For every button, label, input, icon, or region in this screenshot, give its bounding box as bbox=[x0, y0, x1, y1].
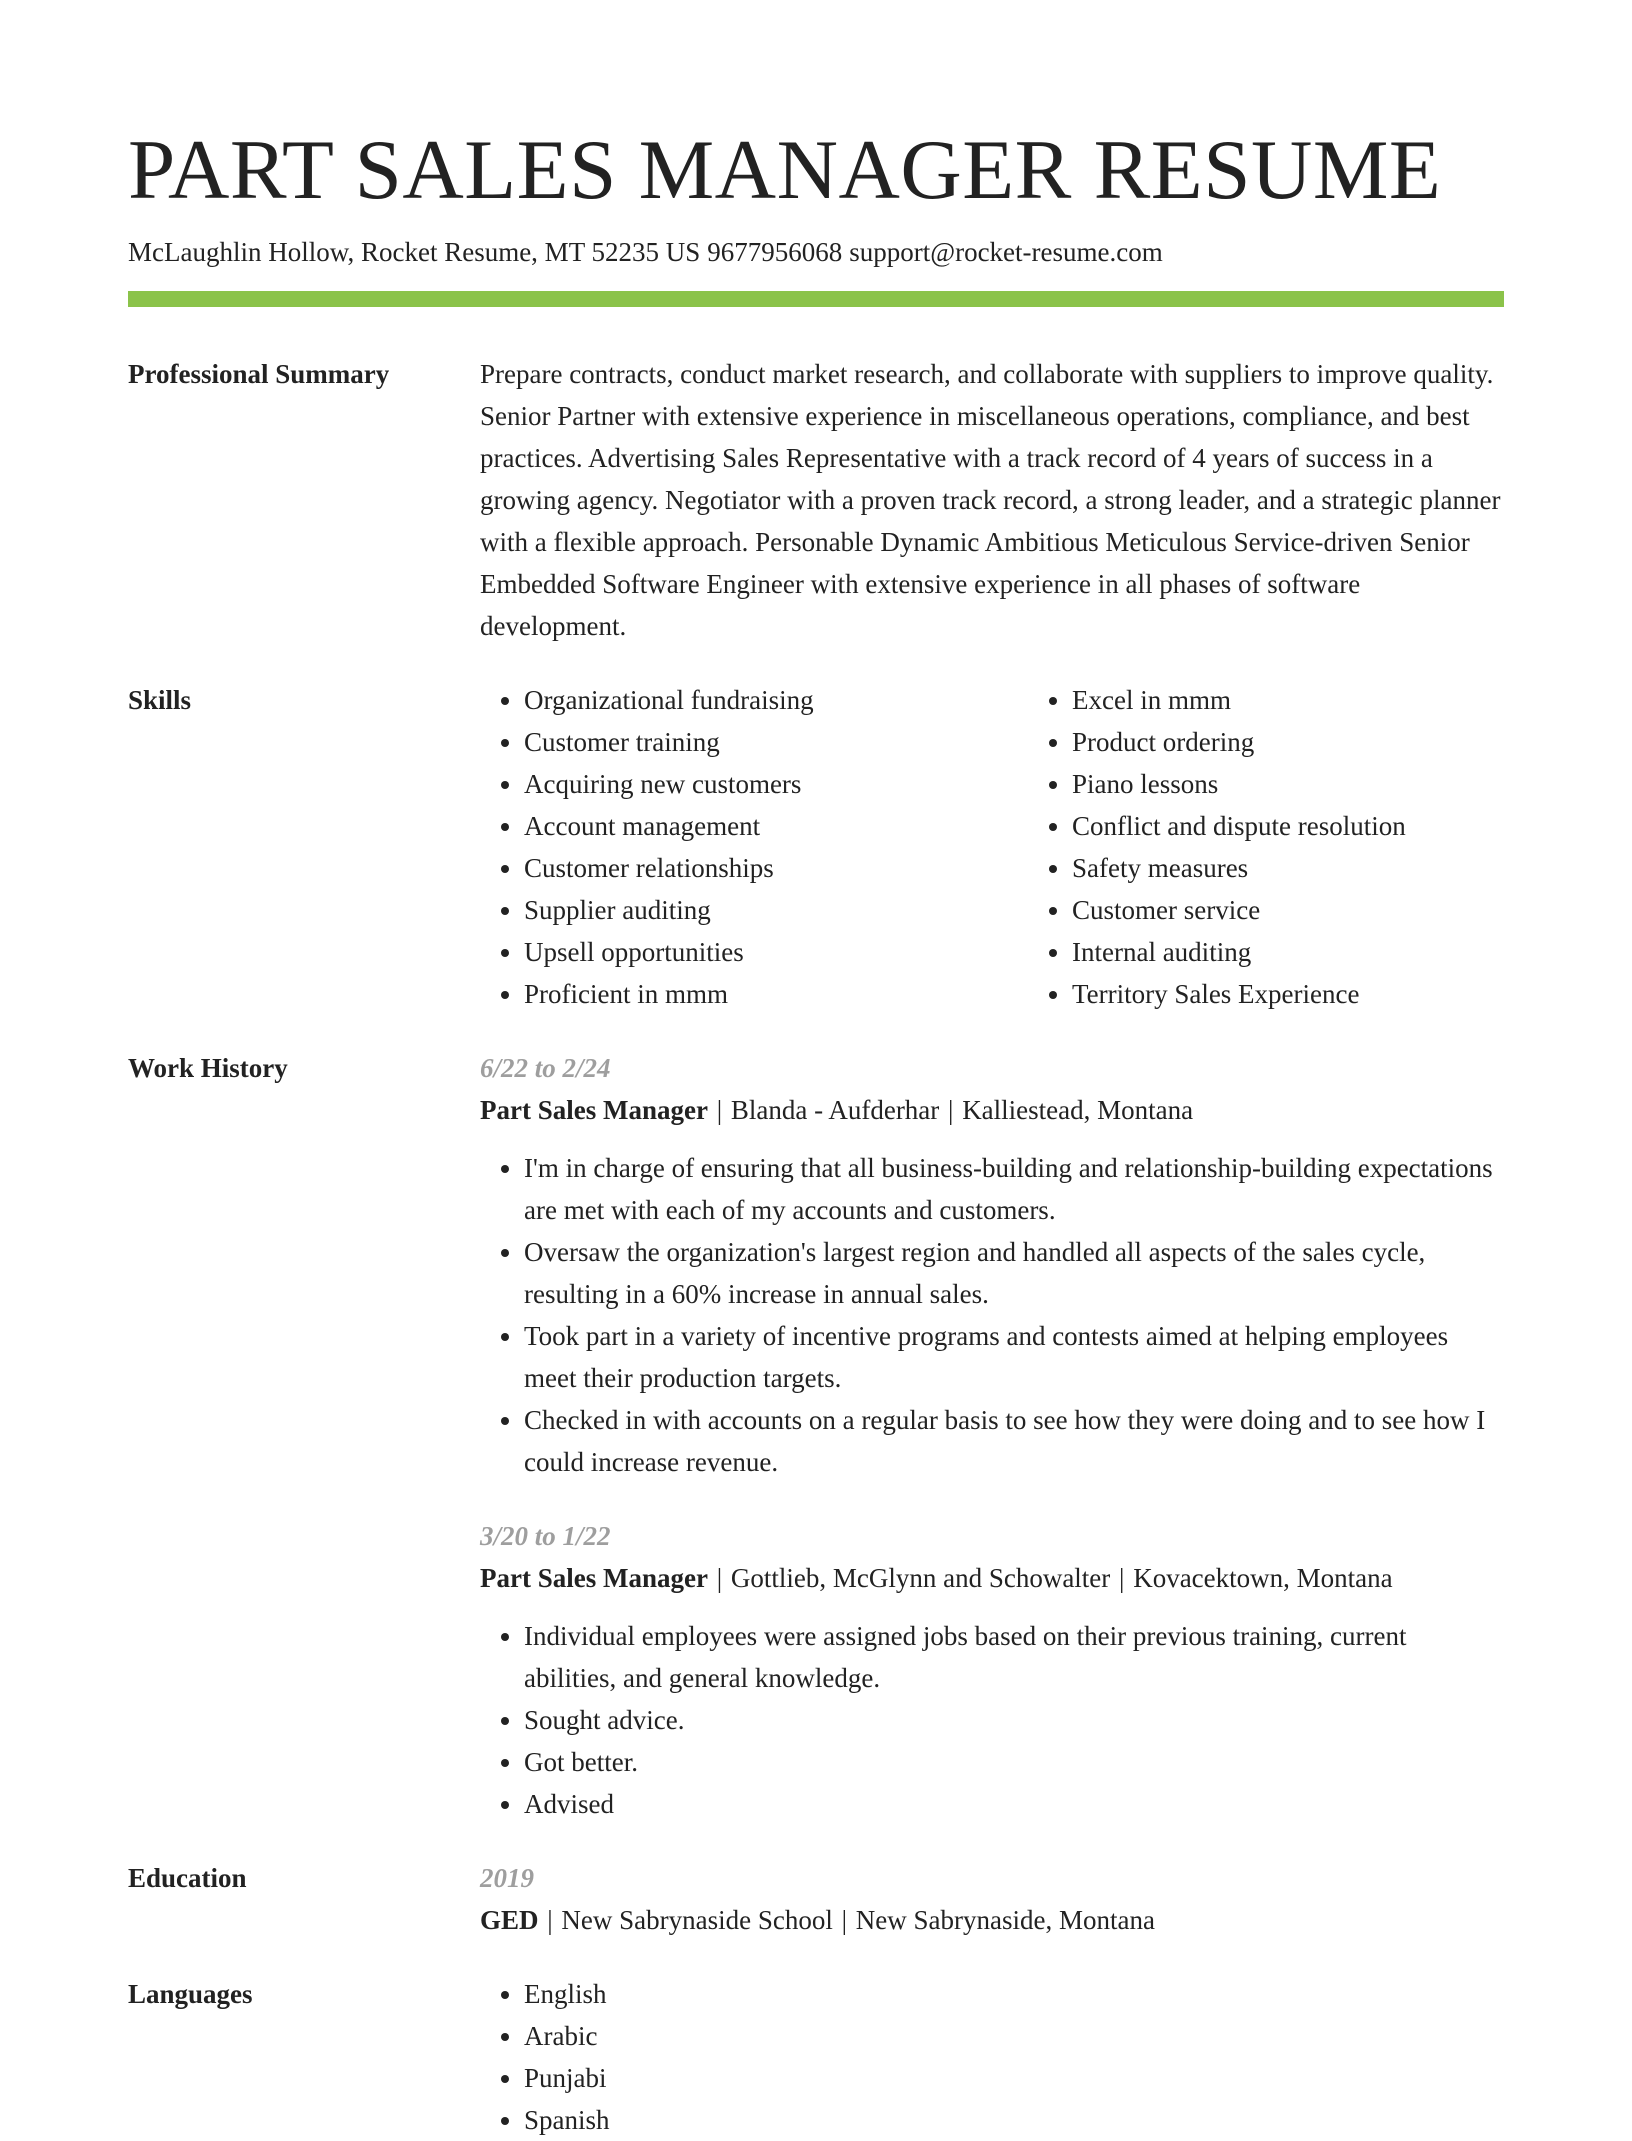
skill-item: • Internal auditing bbox=[1072, 931, 1576, 973]
resume-page bbox=[128, 0, 1504, 2141]
skill-item: • Organizational fundraising bbox=[524, 679, 1028, 721]
skill-item: • Excel in mmm bbox=[1072, 679, 1576, 721]
job-bullet: • Advised bbox=[524, 1783, 1504, 1825]
job-entry bbox=[480, 1047, 1504, 1483]
job-bullet: • Sought advice. bbox=[524, 1699, 1504, 1741]
job-dates: 3/20 to 1/22 bbox=[480, 1521, 611, 1551]
job-bullet: • Checked in with accounts on a regular basis to see how they were doing and to see how I could increase revenue. bbox=[524, 1399, 1504, 1483]
skill-item: • Upsell opportunities bbox=[524, 931, 1028, 973]
contact-address: McLaughlin Hollow, Rocket Resume, MT 52235 US bbox=[128, 237, 701, 267]
summary-text: Prepare contracts, conduct market research, and collaborate with suppliers to improve quality. Senior Partner with extensive experience in miscellaneous operations, compliance, and best practices. Advertising Sales Representative with a track record of 4 years of success in a growing agency. Negotiator with a proven track record, a strong leader, and a strategic planner with a flexible approach. Personable Dynamic Ambitious Meticulous Service-driven Senior Embedded Software Engineer with extensive experience in all phases of software development. bbox=[480, 359, 1501, 641]
education-section bbox=[128, 1857, 1504, 1941]
skills-section bbox=[128, 679, 1504, 1015]
skill-item: • Acquiring new customers bbox=[524, 763, 1028, 805]
job-heading bbox=[480, 1089, 1504, 1131]
job-bullet: • Took part in a variety of incentive programs and contests aimed at helping employees meet their production targets. bbox=[524, 1315, 1504, 1399]
summary-label: Professional Summary bbox=[128, 359, 390, 389]
header-divider bbox=[128, 291, 1504, 307]
separator: | bbox=[547, 1905, 553, 1935]
skill-item: • Supplier auditing bbox=[524, 889, 1028, 931]
education-degree: GED bbox=[480, 1905, 539, 1935]
skill-item: • Customer service bbox=[1072, 889, 1576, 931]
work-history-section bbox=[128, 1047, 1504, 1825]
skills-columns bbox=[480, 679, 1576, 1015]
resume-title: PART SALES MANAGER RESUME bbox=[128, 123, 1442, 217]
education-label: Education bbox=[128, 1863, 247, 1893]
skill-item: • Product ordering bbox=[1072, 721, 1576, 763]
job-company: Gottlieb, McGlynn and Schowalter bbox=[730, 1563, 1111, 1593]
education-location: New Sabrynaside, Montana bbox=[855, 1905, 1155, 1935]
skill-item: • Customer relationships bbox=[524, 847, 1028, 889]
language-item: • Arabic bbox=[524, 2015, 1504, 2057]
job-bullet: • I'm in charge of ensuring that all business-building and relationship-building expectations are met with each of my accounts and customers. bbox=[524, 1147, 1504, 1231]
separator: | bbox=[841, 1905, 848, 1935]
separator: | bbox=[716, 1563, 723, 1593]
job-title: Part Sales Manager bbox=[480, 1563, 708, 1593]
skill-item: • Customer training bbox=[524, 721, 1028, 763]
separator: | bbox=[1119, 1563, 1125, 1593]
job-heading bbox=[480, 1557, 1504, 1599]
language-item: • Spanish bbox=[524, 2099, 1504, 2141]
summary-section bbox=[128, 353, 1504, 647]
education-heading bbox=[480, 1899, 1504, 1941]
skills-list-left bbox=[480, 679, 1028, 1015]
education-year: 2019 bbox=[480, 1863, 534, 1893]
language-item: • English bbox=[524, 1973, 1504, 2015]
separator: | bbox=[948, 1095, 954, 1125]
job-title: Part Sales Manager bbox=[480, 1095, 708, 1125]
job-entry bbox=[480, 1515, 1504, 1825]
skill-item: • Safety measures bbox=[1072, 847, 1576, 889]
job-company: Blanda - Aufderhar bbox=[730, 1095, 940, 1125]
education-school: New Sabrynaside School bbox=[561, 1905, 833, 1935]
job-location: Kalliestead, Montana bbox=[962, 1095, 1194, 1125]
skill-item: • Territory Sales Experience bbox=[1072, 973, 1576, 1015]
languages-list bbox=[480, 1973, 1504, 2141]
work-history-label: Work History bbox=[128, 1053, 288, 1083]
job-location: Kovacektown, Montana bbox=[1133, 1563, 1393, 1593]
skills-list-right bbox=[1028, 679, 1576, 1015]
separator: | bbox=[716, 1095, 723, 1125]
job-bullet: • Got better. bbox=[524, 1741, 1504, 1783]
job-bullet: • Individual employees were assigned jobs based on their previous training, current abilities, and general knowledge. bbox=[524, 1615, 1504, 1699]
languages-label: Languages bbox=[128, 1979, 253, 2009]
skill-item: • Proficient in mmm bbox=[524, 973, 1028, 1015]
skill-item: • Account management bbox=[524, 805, 1028, 847]
job-bullets bbox=[480, 1147, 1504, 1483]
skill-item: • Conflict and dispute resolution bbox=[1072, 805, 1576, 847]
job-dates: 6/22 to 2/24 bbox=[480, 1053, 611, 1083]
skill-item: • Piano lessons bbox=[1072, 763, 1576, 805]
contact-line bbox=[128, 232, 1504, 272]
languages-section bbox=[128, 1973, 1504, 2141]
skills-label: Skills bbox=[128, 685, 192, 715]
language-item: • Punjabi bbox=[524, 2057, 1504, 2099]
contact-phone: 9677956068 bbox=[707, 237, 843, 267]
job-bullet: • Oversaw the organization's largest region and handled all aspects of the sales cycle, resulting in a 60% increase in annual sales. bbox=[524, 1231, 1504, 1315]
job-bullets bbox=[480, 1615, 1504, 1825]
contact-email: support@rocket-resume.com bbox=[849, 237, 1163, 267]
